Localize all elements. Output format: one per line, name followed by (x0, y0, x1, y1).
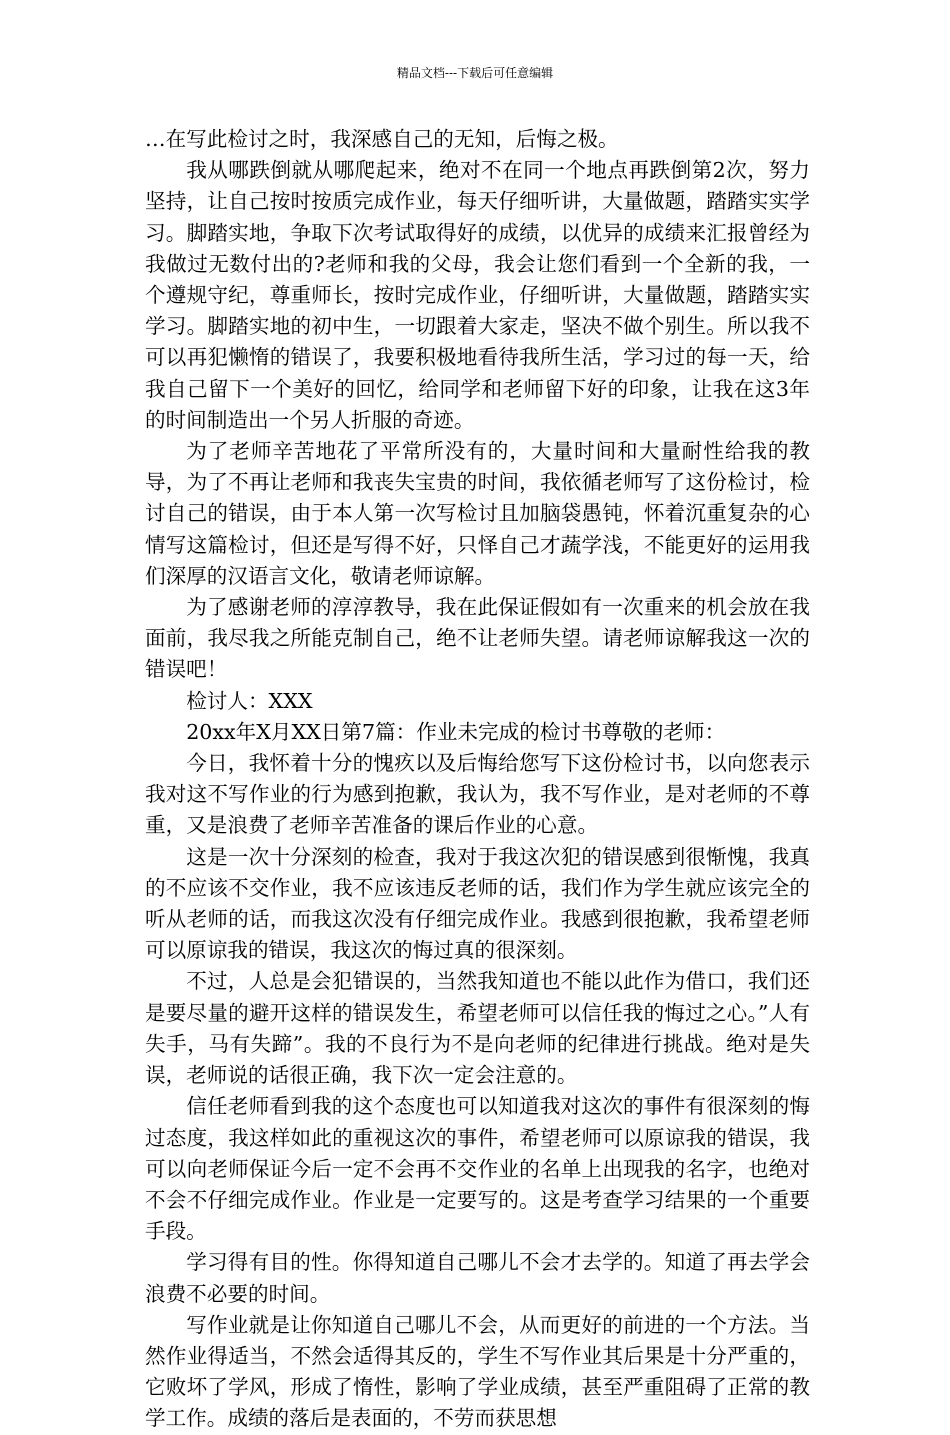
date-title-line: 20xx年X月XX日第7篇：作业未完成的检讨书尊敬的老师： (186, 719, 726, 744)
signature-line: 检讨人：XXX (186, 688, 313, 713)
paragraph-9: 不过，人总是会犯错误的，当然我知道也不能以此作为借口，我们还是要尽量的避开这样的错误发生，希望老师可以信任我的悔过之心。”人有失手，马有失蹄”。我的不良行为不是向老师的纪律进行挑战。绝对是失误，老师说的话很正确，我下次一定会注意的。 (145, 969, 810, 1088)
paragraph-3: 为了老师辛苦地花了平常所没有的，大量时间和大量耐性给我的教导，为了不再让老师和我丧失宝贵的时间，我依循老师写了这份检讨，检讨自己的错误，由于本人第一次写检讨且加脑袋愚钝，怀着沉重复杂的心情写这篇检讨，但还是写得不好，只怿自己才蔬学浅，不能更好的运用我们深厚的汉语言文化，敬请老师谅解。 (145, 439, 810, 588)
paragraph-7: 今日，我怀着十分的愧疚以及后悔给您写下这份检讨书，以向您表示我对这不写作业的行为感到抱歉，我认为，我不写作业，是对老师的不尊重，又是浪费了老师辛苦准备的课后作业的心意。 (145, 751, 810, 838)
paragraph-12: 写作业就是让你知道自己哪儿不会，从而更好的前进的一个方法。当然作业得适当，不然会适得其反的，学生不写作业其后果是十分严重的，它败坏了学风，形成了惰性，影响了学业成绩，甚至严重阻碍了正常的教学工作。成绩的落后是表面的，不劳而获思想 (145, 1312, 810, 1431)
paragraph-4: 为了感谢老师的淳淳教导，我在此保证假如有一次重来的机会放在我面前，我尽我之所能克制自己，绝不让老师失望。请老师谅解我这一次的错误吧！ (145, 595, 810, 682)
paragraph-10: 信任老师看到我的这个态度也可以知道我对这次的事件有很深刻的悔过态度，我这样如此的重视这次的事件，希望老师可以原谅我的错误，我可以向老师保证今后一定不会再不交作业的名单上出现我的名字，也绝对不会不仔细完成作业。作业是一定要写的。这是考查学习结果的一个重要手段。 (145, 1094, 810, 1244)
paragraph-2: 我从哪跌倒就从哪爬起来，绝对不在同一个地点再跌倒第2次，努力坚持，让自己按时按质完成作业，每天仔细听讲，大量做题，踏踏实实学习。脚踏实地，争取下次考试取得好的成绩，以优异的成绩来汇报曾经为我做过无数付出的?老师和我的父母，我会让您们看到一个全新的我，一个遵规守纪，尊重师长，按时完成作业，仔细听讲，大量做题，踏踏实实学习。脚踏实地的初中生，一切跟着大家走，坚决不做个别生。所以我不可以再犯懒惰的错误了，我要积极地看待我所生活，学习过的每一天，给我自己留下一个美好的回忆，给同学和老师留下好的印象，让我在这3年的时间制造出一个另人折服的奇迹。 (145, 158, 810, 432)
paragraph-1: …在写此检讨之时，我深感自己的无知，后悔之极。 (145, 127, 619, 151)
paragraph-11: 学习得有目的性。你得知道自己哪儿不会才去学的。知道了再去学会浪费不必要的时间。 (145, 1250, 810, 1306)
paragraph-8: 这是一次十分深刻的检查，我对于我这次犯的错误感到很惭愧，我真的不应该不交作业，我不应该违反老师的话，我们作为学生就应该完全的听从老师的话，而我这次没有仔细完成作业。我感到很抱歉，我希望老师可以原谅我的错误，我这次的悔过真的很深刻。 (145, 844, 810, 963)
page-header: 精品文档---下载后可任意编辑 (396, 66, 554, 80)
document-body (145, 124, 810, 1435)
